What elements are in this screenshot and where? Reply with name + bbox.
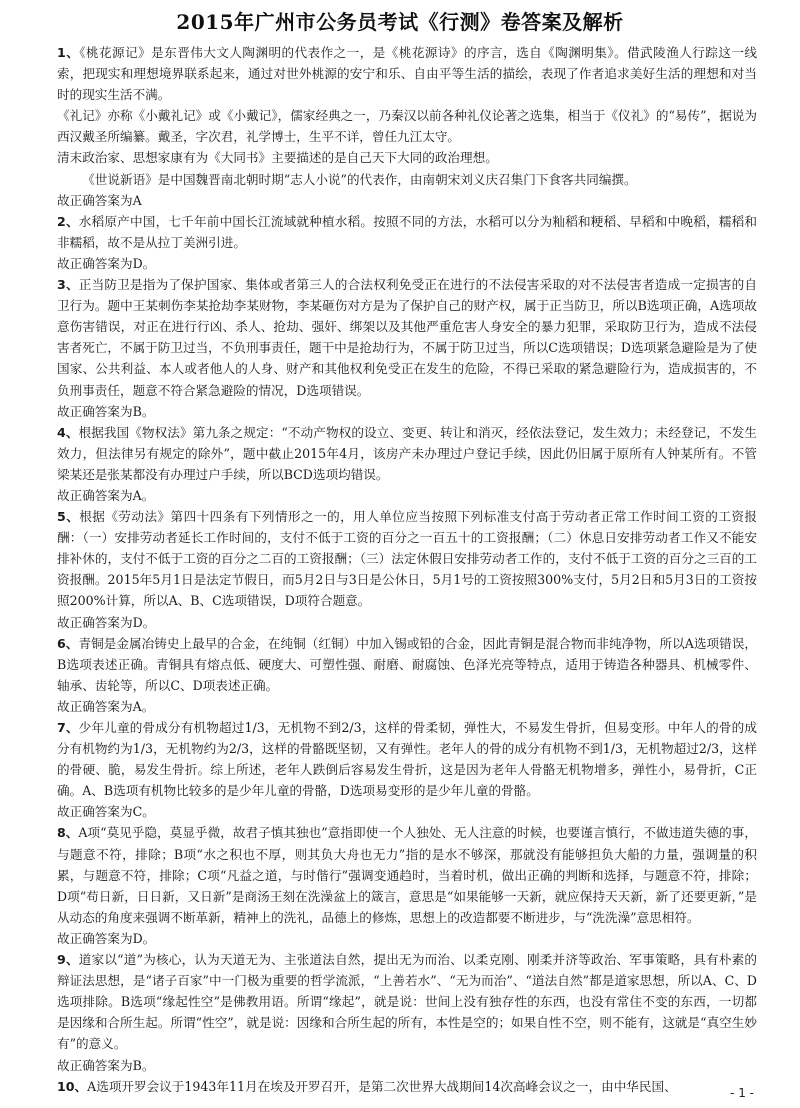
paragraph-text: 故正确答案为D。 (57, 930, 156, 946)
question-number: 6、 (57, 635, 79, 651)
paragraph-text: 《礼记》亦称《小戴礼记》或《小戴记》，儒家经典之一，乃秦汉以前各种礼仪论著之选集，相当于《仪礼》的“易传”，据说为西汉戴圣所编纂。戴圣，字次君，礼学博士，生平不详，曾任九江太守。 (57, 108, 757, 145)
paragraph (57, 717, 757, 801)
question-number: 5、 (57, 509, 80, 525)
paragraph (57, 190, 757, 211)
question-number: 8、 (57, 825, 79, 841)
paragraph (57, 1055, 757, 1076)
question-number: 4、 (57, 424, 79, 440)
paragraph-text: 根据《劳动法》第四十四条有下列情形之一的，用人单位应当按照下列标准支付高于劳动者正常工作时间工资的工资报酬：（一）安排劳动者延长工作时间的，支付不低于工资的百分之一百五十的工资报酬；（二）休息日安排劳动者工作又不能安排补休的，支付不低于工资的百分之二百的工资报酬；（三）法定休假日安排劳动者工作的，支付不低于工资的百分之三百的工资报酬。2015年5月1日是法定节假日，而5月2日与3日是公休日，5月1号的工资按照300%支付，5月2日和5月3日的工资按照200%计算，所以A、B、C选项错误，D项符合题意。 (57, 509, 758, 609)
document-body (57, 42, 757, 1097)
paragraph (57, 506, 757, 611)
question-number: 1、 (57, 45, 80, 60)
paragraph-text: 故正确答案为B。 (57, 1057, 155, 1073)
question-number: 2、 (57, 213, 79, 229)
paragraph (57, 211, 757, 253)
question-number: 9、 (57, 952, 79, 968)
paragraph-text: 水稻原产中国，七千年前中国长江流域就种植水稻。按照不同的方法，水稻可以分为籼稻和粳稻、早稻和中晚稻，糯稻和非糯稻，故不是从拉丁美洲引进。 (57, 213, 758, 250)
paragraph (57, 949, 757, 1054)
paragraph-text: 少年儿童的骨成分有机物超过1/3，无机物不到2/3，这样的骨柔韧，弹性大，不易发生骨折，但易变形。中年人的骨的成分有机物约为1/3，无机物约为2/3，这样的骨骼既坚韧，又有弹性。老年人的骨的成分有机物不到1/3，无机物超过2/3，这样的骨硬、脆，易发生骨折。综上所述，老年人跌倒后容易发生骨折，这是因为老年人骨骼无机物增多，弹性小，易骨折，C正确。A、B选项有机物比较多的是少年儿童的骨骼，D选项易变形的是少年儿童的骨骼。 (57, 720, 758, 799)
paragraph (57, 169, 757, 190)
paragraph (57, 274, 757, 401)
paragraph-text: A选项开罗会议于1943年11月在埃及开罗召开，是第二次世界大战期间14次高峰会议之一，由中华民国、 (87, 1078, 677, 1094)
paragraph-text: 青铜是金属冶铸史上最早的合金，在纯铜（红铜）中加入锡或铅的合金，因此青铜是混合物而非纯净物，所以A选项错误，B选项表述正确。青铜具有熔点低、硬度大、可塑性强、耐磨、耐腐蚀、色泽光亮等特点，适用于铸造各种器具、机械零件、轴承、齿轮等，所以C、D项表述正确。 (57, 635, 757, 693)
paragraph-text: A项“莫见乎隐，莫显乎微，故君子慎其独也”意指即使一个人独处、无人注意的时候，也要谨言慎行，不做违道失德的事，与题意不符，排除；B项“水之积也不厚，则其负大舟也无力”指的是水不够深，那就没有能够担负大船的力量，强调量的积累，与题意不符，排除；C项“凡益之道，与时偕行”强调变通趋时，当着时机，做出正确的判断和选择，与题意不符，排除；D项“苟日新，日日新，又日新”是商汤王刻在洗澡盆上的箴言，意思是“如果能够一天新，就应保持天天新，新了还要更新，”是从动态的角度来强调不断革新，精神上的洗礼，品德上的修炼，思想上的改造都要不断进步，与“洗洗澡”意思相符。 (57, 825, 757, 925)
page-title: 2015年广州市公务员考试《行测》卷答案及解析 (176, 10, 624, 34)
paragraph-text: 清末政治家、思想家康有为《大同书》主要描述的是自己天下大同的政治理想。 (57, 150, 498, 166)
paragraph (57, 422, 757, 485)
paragraph-text: 故正确答案为A。 (57, 698, 155, 714)
paragraph (57, 253, 757, 274)
paragraph (57, 696, 757, 717)
question-number: 7、 (57, 720, 79, 735)
paragraph-text: 根据我国《物权法》第九条之规定：“不动产物权的设立、变更、转让和消灭，经依法登记，发生效力；未经登记，不发生效力，但法律另有规定的除外”，题中截止2015年4月，该房产未办理过户登记手续，因此仍旧属于原所有人钟某所有。不管梁某还是张某都没有办理过户手续，所以BCD选项均错误。 (57, 424, 757, 482)
paragraph (57, 612, 757, 633)
paragraph (57, 401, 757, 422)
paragraph-text: 故正确答案为A。 (57, 487, 155, 503)
paragraph-text: 故正确答案为D。 (57, 255, 156, 271)
paragraph (57, 1076, 757, 1097)
paragraph-text: 《桃花源记》是东晋伟大文人陶渊明的代表作之一，是《桃花源诗》的序言，选自《陶渊明集》。借武陵渔人行踪这一线索，把现实和理想境界联系起来，通过对世外桃源的安宁和乐、自由平等生活的描绘，表现了作者追求美好生活的理想和对当时的现实生活不满。 (57, 45, 758, 103)
paragraph (57, 822, 757, 927)
paragraph-text: 道家以“道”为核心，认为天道无为、主张道法自然，提出无为而治、以柔克刚、刚柔并济等政治、军事策略，具有朴素的辩证法思想，是“诸子百家”中一门极为重要的哲学流派，“上善若水”、“无为而治”、“道法自然”都是道家思想，所以A、C、D选项排除。B选项“缘起性空”是佛教用语。所谓“缘起”，就是说：世间上没有独存性的东西，也没有常住不变的东西，一切都是因缘和合所生起。所谓“性空”，就是说：因缘和合所生起的所有，本性是空的；如果自性不空，则不能有，这就是“真空生妙有”的意义。 (57, 952, 757, 1052)
paragraph (57, 928, 757, 949)
paragraph (57, 633, 757, 696)
paragraph-text: 《世说新语》是中国魏晋南北朝时期“志人小说”的代表作，由南朝宋刘义庆召集门下食客共同编撰。 (82, 171, 637, 187)
paragraph (57, 105, 757, 147)
paragraph (57, 485, 757, 506)
question-number: 10、 (57, 1078, 88, 1094)
paragraph (57, 42, 757, 105)
question-number: 3、 (57, 277, 79, 293)
paragraph-text: 故正确答案为D。 (57, 614, 156, 630)
paragraph-text: 故正确答案为B。 (57, 403, 155, 419)
paragraph-text: 正当防卫是指为了保护国家、集体或者第三人的合法权利免受正在进行的不法侵害采取的对不法侵害者造成一定损害的自卫行为。题中王某刺伤李某抢劫李某财物，李某砸伤对方是为了保护自己的财产权，属于正当防卫，所以B选项正确，A选项故意伤害错误，对正在进行行凶、杀人、抢劫、强奸、绑架以及其他严重危害人身安全的暴力犯罪，采取防卫行为，造成不法侵害者死亡，不属于防卫过当，不负刑事责任，题干中是抢劫行为，不属于防卫过当，所以C选项错误；D选项紧急避险是为了使国家、公共利益、本人或者他人的人身、财产和其他权利免受正在发生的危险，不得已采取的紧急避险行为，造成损害的，不负刑事责任，题意不符合紧急避险的情况，D选项错误。 (57, 277, 758, 398)
paragraph-text: 故正确答案为C。 (57, 804, 155, 820)
paragraph (57, 147, 757, 168)
page-number: - 1 - (730, 1086, 754, 1100)
paragraph (57, 801, 757, 822)
paragraph-text: 故正确答案为A (57, 192, 142, 208)
